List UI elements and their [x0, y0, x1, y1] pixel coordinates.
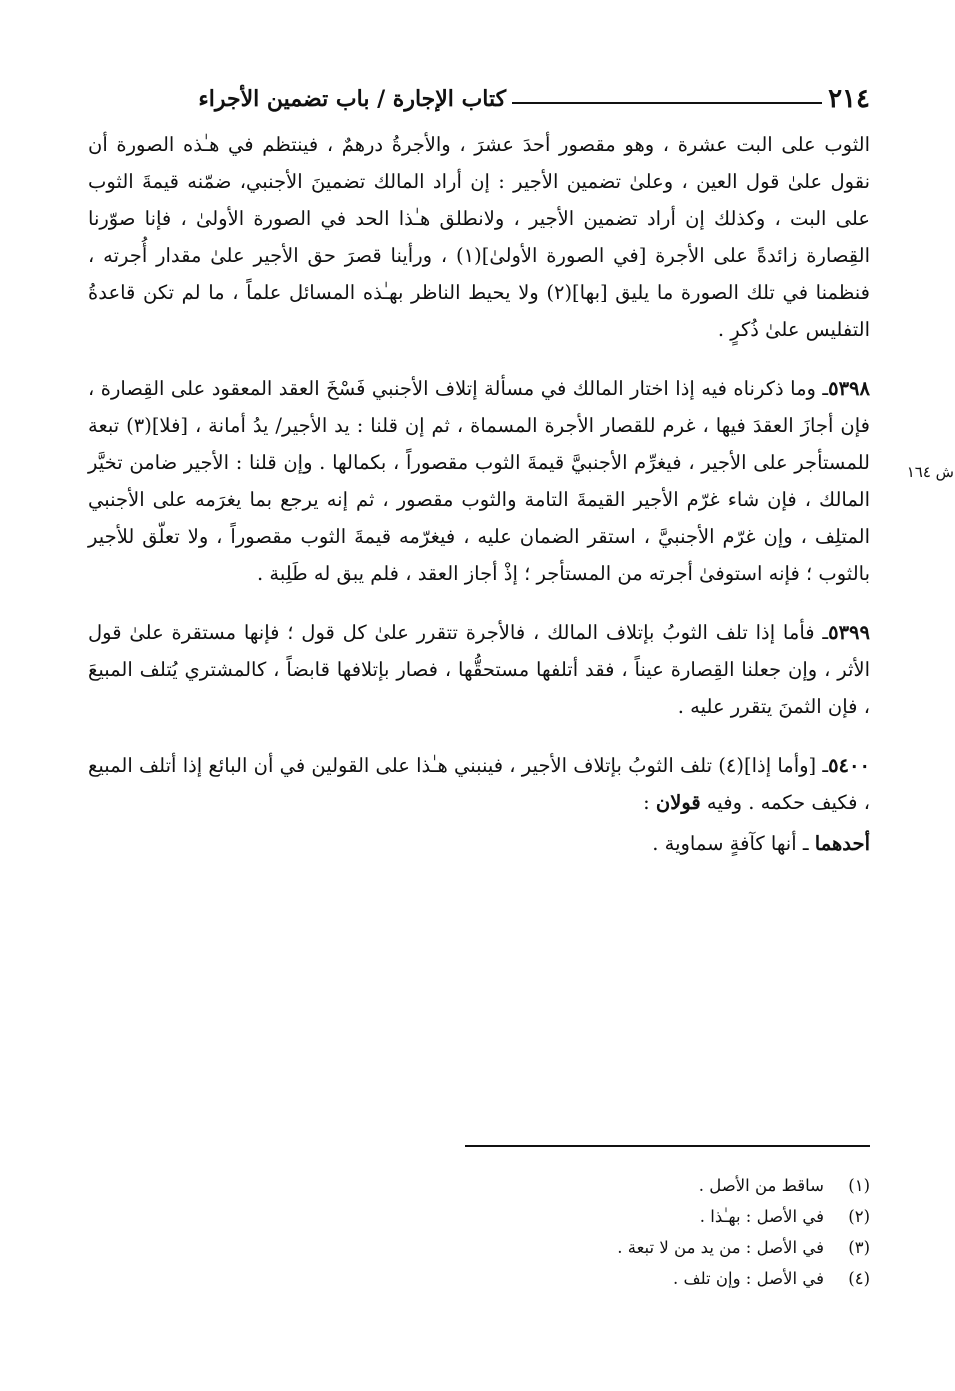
book-page [88, 70, 954, 1288]
paragraph-text: ـ أنها كآفةٍ سماوية . [652, 832, 815, 855]
paragraph-continuation: الثوب على البت عشرة ، وهو مقصور أحدَ عشرَ ، والأجرةُ درهمٌ ، فينتظم في هـٰذه الصورة أن نقول علىٰ قول العين ، وعلىٰ تضمين الأجير : إن أراد المالك تضمينَ الأجنبي، ضمّنه قيمةَ الثوب على البت ، وكذلك إن أراد تضمين الأجير ، ولانطلق هـٰذا الحد في الصورة الأولىٰ ، فإنا صوّرنا القِصارة زائدةً على الأجرة [في الصورة الأولىٰ](١) ، ورأينا قصرَ حق الأجير علىٰ مقدار أُجرته ، فنظمنا في تلك الصورة ما يليق [بها](٢) ولا يحيط الناظر بهـٰذه المسائل علماً ، ما لم تكن قاعدةُ التفليس علىٰ ذُكرٍ . [88, 133, 870, 341]
bold-term: أحدهما [814, 832, 870, 855]
page-number: ٢١٤ [828, 84, 870, 114]
paragraph-text: ـ [وأما إذا](٤) تلف الثوبُ بإتلاف الأجير ، فينبني هـٰذا على القولين في أن البائع إذا أتلف المبيع ، فكيف حكمه . وفيه [88, 754, 870, 814]
footnote-text: في الأصل : من يد من لا تبعة . [617, 1238, 824, 1257]
paragraph-first-opinion [88, 825, 870, 862]
footnote-number: (٣) [848, 1238, 870, 1257]
paragraph-number: ٥٣٩٩ [828, 621, 870, 644]
paragraph-5400 [88, 747, 870, 821]
header-title: كتاب الإجارة / باب تضمين الأجراء [198, 86, 507, 112]
paragraph-5399 [88, 614, 870, 725]
footnote-3 [270, 1232, 870, 1263]
footnote-separator [465, 1145, 870, 1147]
paragraph-number: ٥٤٠٠ [828, 754, 870, 777]
paragraph-5398 [88, 370, 954, 592]
footnote-text: في الأصل : وإن تلف . [673, 1269, 824, 1288]
footnote-1 [270, 1170, 870, 1201]
footnote-number: (٢) [848, 1207, 870, 1226]
paragraph-text: ـ فأما إذا تلف الثوبُ بإتلاف المالك ، فالأجرة تتقرر علىٰ كل قول ؛ فإنها مستقرة علىٰ قول الأثر ، وإن جعلنا القِصارة عيناً ، فقد أتلفها مستحقُّها ، فصار بإتلافها قابضاً ، كالمشتري يُتلف المبيعَ ، فإن الثمنَ يتقرر عليه . [88, 621, 870, 718]
paragraph-number: ٥٣٩٨ [828, 377, 870, 400]
paragraph-text: ـ وما ذكرناه فيه إذا اختار المالك في مسألة إتلاف الأجنبي فَسْخَ العقد المعقود على القِصارة ، فإن أجازَ العقدَ فيها ، غرم للقصار الأجرة المسماة ، ثم إن قلنا : يد الأجير/ يدُ أمانة ، [فلا](٣) تبعة للمستأجر على الأجير ، فيغرِّم الأجنبيَّ قيمةَ الثوب مقصوراً ، بكمالها . وإن قلنا : الأجير ضامن تخيَّر المالك ، فإن شاء غرّم الأجير القيمةَ التامة والثوب مقصور ، ثم إنه يرجع بما يغرَمه على الأجنبي المتلِف ، وإن غرّم الأجنبيَّ ، استقر الضمان عليه ، فيغرّمه قيمةَ الثوب مقصوراً ، ولا تعلّق للأجير بالثوب ؛ فإنه استوفىٰ أجرته من المستأجر ؛ إذْ أجاز العقد ، فلم يبق له طَلِبة . [88, 377, 870, 585]
bold-term: قولان [655, 791, 701, 814]
footnote-number: (١) [848, 1176, 870, 1195]
running-header [88, 70, 870, 118]
footnote-4 [270, 1263, 870, 1294]
paragraph-text-end: : [643, 791, 656, 814]
header-rule [512, 102, 822, 104]
footnote-text: ساقط من الأصل . [698, 1176, 824, 1195]
manuscript-folio-note: ش ١٦٤ [906, 463, 954, 481]
footnote-number: (٤) [848, 1269, 870, 1288]
footnotes [270, 1170, 870, 1294]
footnote-2 [270, 1201, 870, 1232]
footnote-text: في الأصل : بهـٰذا . [699, 1207, 824, 1226]
